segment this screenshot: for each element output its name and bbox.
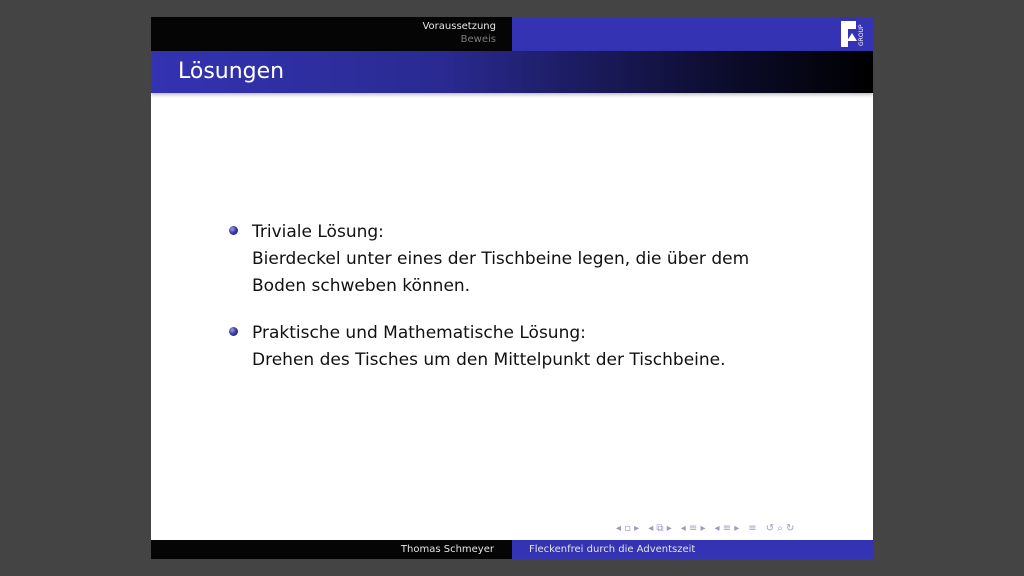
item-text-line: Bierdeckel unter eines der Tischbeine legen, die über dem [252, 249, 750, 269]
nav-section-icon[interactable]: ◂ ≡ ▸ [680, 523, 706, 534]
frame-title-bar [151, 51, 873, 93]
navigation-symbols [616, 522, 800, 536]
item-heading: Praktische und Mathematische Lösung: [252, 323, 586, 343]
item-text-line: Boden schweben können. [252, 276, 471, 296]
bullet-icon [229, 226, 238, 235]
frame-title: Lösungen [178, 59, 285, 84]
nav-subsection-icon[interactable]: ◂ ⧉ ▸ [648, 523, 672, 534]
item-text-line: Drehen des Tisches um den Mittelpunkt der Tischbeine. [252, 350, 726, 370]
footer-author-bar [151, 540, 512, 559]
nav-subsection-list-icon[interactable]: ◂ ≡ ▸ [714, 523, 740, 534]
list-item [229, 219, 829, 300]
header-section-link[interactable]: Voraussetzung [422, 21, 496, 32]
list-item [229, 320, 829, 374]
header-section-link[interactable]: Beweis [460, 34, 496, 45]
logo-text: GROUP [858, 24, 865, 46]
footer-author: Thomas Schmeyer [400, 544, 494, 555]
group-logo-icon [839, 19, 869, 49]
slide [151, 17, 873, 559]
footer-title-bar [512, 540, 873, 559]
footer-title: Fleckenfrei durch die Adventszeit [529, 544, 696, 555]
header-section-nav [151, 17, 512, 51]
nav-frame-icon[interactable]: ◂ ▫ ▸ [616, 523, 640, 534]
header-logo-area [512, 17, 873, 51]
item-heading: Triviale Lösung: [252, 222, 384, 242]
nav-search-icon[interactable]: ↺ ⌕ ↻ [765, 523, 795, 534]
bullet-icon [229, 327, 238, 336]
slide-content [229, 219, 829, 394]
nav-appendix-icon[interactable]: ≡ [748, 523, 757, 534]
